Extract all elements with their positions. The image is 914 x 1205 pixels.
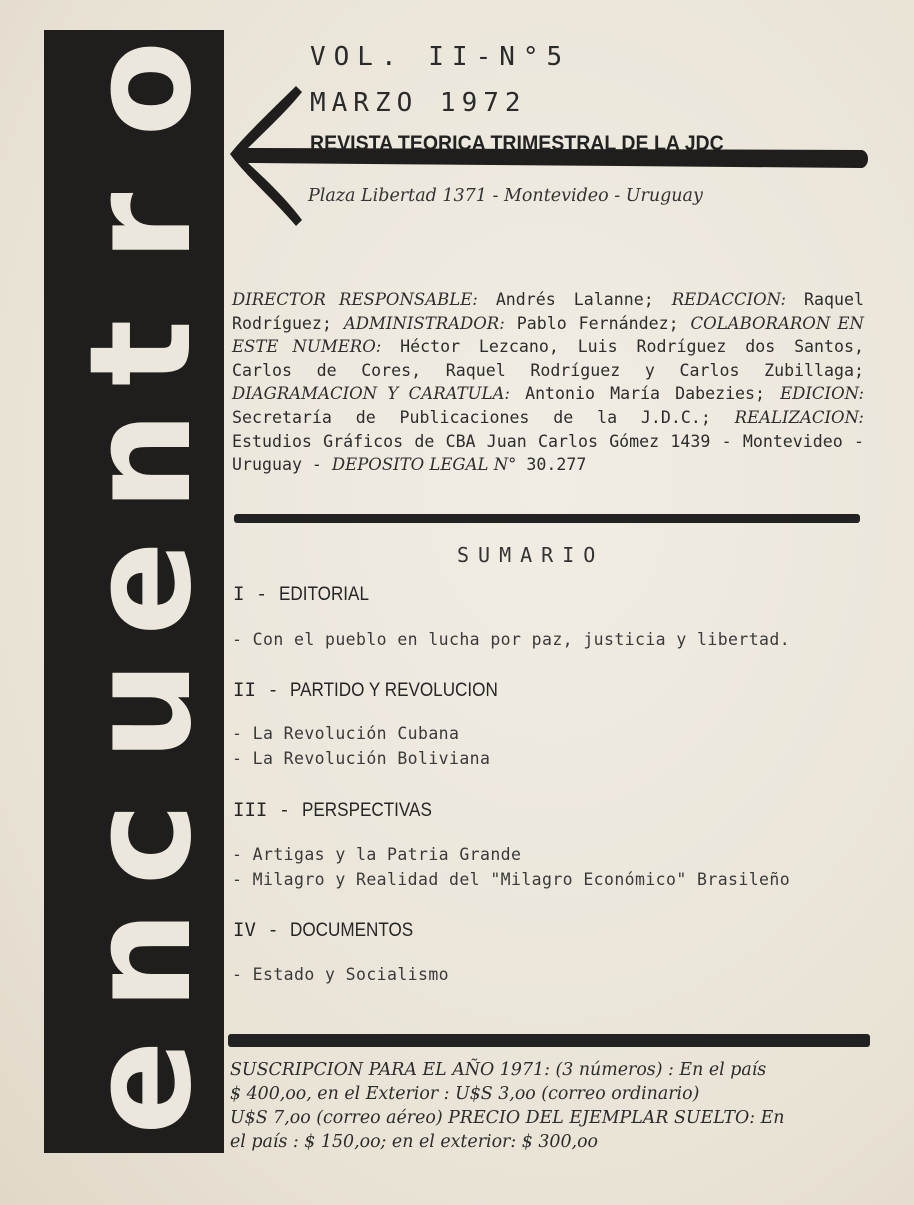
section-number: IV - [233, 919, 279, 941]
issue-date: MARZO 1972 [310, 88, 527, 118]
subscription-line: SUSCRIPCION PARA EL AÑO 1971: (3 números) : En el país [230, 1060, 767, 1080]
credit-label: REALIZACION: [734, 407, 864, 427]
sumario-heading: SUMARIO [457, 543, 605, 567]
section-title: PERSPECTIVAS [301, 800, 432, 821]
section-title: PARTIDO Y REVOLUCION [290, 680, 499, 701]
publisher-address: Plaza Libertad 1371 - Montevideo - Uruguay [308, 186, 703, 206]
subscription-line: U$S 7,oo (correo aéreo) PRECIO DEL EJEMPLAR SUELTO: En [230, 1108, 785, 1128]
masthead-title [44, 30, 224, 1153]
section-heading [233, 679, 521, 702]
masthead-band [44, 30, 224, 1153]
credit-label: ADMINISTRADOR: [343, 313, 505, 333]
divider-rule [234, 514, 860, 523]
credit-value: Antonio María Dabezies; [525, 384, 766, 404]
contents-item: - Con el pueblo en lucha por paz, justicia y libertad. [232, 630, 791, 649]
section-heading [233, 799, 446, 822]
contents-item: - La Revolución Cubana [232, 724, 460, 743]
contents-item: - Milagro y Realidad del "Milagro Económico" Brasileño [232, 870, 791, 889]
masthead-letter: e [60, 1040, 223, 1135]
credit-value: Raquel Rodríguez; [232, 290, 864, 333]
section-number: I - [233, 583, 268, 605]
credit-label: DIAGRAMACION Y CARATULA: [232, 384, 510, 404]
credit-value: Estudios Gráficos de CBA Juan Carlos Gómez 1439 - Montevideo - Uruguay - [232, 431, 864, 475]
subscription-info [230, 1058, 880, 1154]
credit-value: 30.277 [526, 455, 587, 475]
section-heading [233, 583, 379, 606]
credit-value: Secretaría de Publicaciones de la J.D.C.; [232, 407, 711, 427]
credit-value: Andrés Lalanne; [495, 290, 654, 309]
subscription-line: el país : $ 150,oo; en el exterior: $ 300,oo [230, 1132, 599, 1152]
credits-block [232, 288, 864, 477]
credit-value: Pablo Fernández; [516, 313, 679, 333]
section-number: II - [233, 679, 279, 701]
contents-item: - La Revolución Boliviana [232, 749, 491, 768]
contents-item: - Artigas y la Patria Grande [232, 845, 522, 864]
section-number: III - [233, 799, 291, 821]
section-title: DOCUMENTOS [290, 920, 414, 941]
section-heading [233, 919, 427, 942]
divider-rule [228, 1034, 870, 1047]
credit-label: EDICION: [780, 384, 865, 404]
credit-value: Héctor Lezcano, Luis Rodríguez dos Santos, Carlos de Cores, Raquel Rodríguez y Carlos Zubillaga; [232, 337, 864, 380]
masthead-letter: n [60, 910, 223, 1011]
credit-label: DIRECTOR RESPONSABLE: [232, 290, 478, 309]
credit-label: DEPOSITO LEGAL N° [331, 455, 517, 475]
masthead-letter: r [60, 192, 223, 262]
magazine-subtitle: REVISTA TEORICA TRIMESTRAL DE LA JDC [310, 132, 724, 155]
masthead-letter: u [60, 660, 223, 761]
section-title: EDITORIAL [278, 584, 369, 605]
credit-label: REDACCION: [671, 290, 787, 309]
volume-number: VOL. II-N°5 [310, 42, 571, 72]
masthead-letter: o [60, 40, 223, 137]
masthead-letter: n [60, 411, 223, 512]
contents-item: - Estado y Socialismo [232, 965, 450, 984]
subscription-line: $ 400,oo, en el Exterior : U$S 3,oo (correo ordinario) [230, 1084, 700, 1104]
masthead-letter: c [60, 802, 223, 886]
masthead-letter: e [60, 540, 223, 636]
masthead-letter: t [60, 319, 223, 387]
credit-label: COLABORARON EN ESTE NUMERO: [232, 313, 864, 357]
